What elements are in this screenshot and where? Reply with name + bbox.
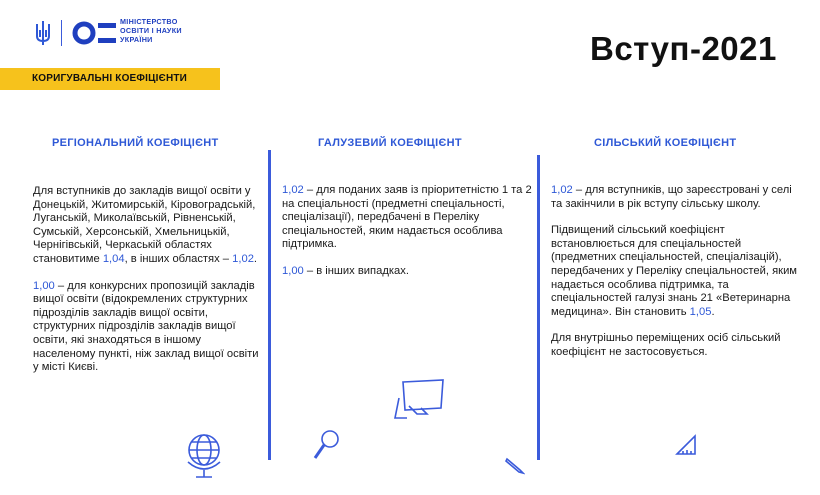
regional-paragraph-1: Для вступників до закладів вищої освіти у Донецькій, Житомирській, Кіровоградській, Луганській, Миколаївській, Рівненській, Сумській, Херсонській, Хмельницькій, Чернігівській, Черкаській областях становитиме 1,04, в інших областях – 1,02. bbox=[33, 185, 258, 265]
rural-coefficient-title: СІЛЬСЬКИЙ КОЕФІЦІЄНТ bbox=[594, 137, 737, 149]
ruler-triangle-icon bbox=[673, 432, 699, 458]
section-banner-label: КОРИГУВАЛЬНІ КОЕФІЦІЄНТИ bbox=[32, 73, 188, 84]
industry-coefficient-title: ГАЛУЗЕВИЙ КОЕФІЦІЄНТ bbox=[318, 137, 462, 149]
ministry-line: ОСВІТИ І НАУКИ bbox=[120, 26, 182, 35]
logo-separator bbox=[61, 20, 62, 46]
trident-icon bbox=[34, 20, 52, 46]
ministry-line: МІНІСТЕРСТВО bbox=[120, 17, 178, 26]
column-divider bbox=[268, 150, 271, 460]
rural-paragraph-2: Підвищений сільський коефіцієнт встановлюється для спеціальностей (предметних спеціальностей, спеціалізацій), передбачених у Переліку спеціальностей, яким надається особлива підтримка, та спеціальностей галузі знань 21 «Ветеринарна медицина». Він становить 1,05. bbox=[551, 224, 798, 318]
rural-paragraph-3: Для внутрішньо переміщених осіб сільський коефіцієнт не застосовується. bbox=[551, 332, 781, 358]
regional-coefficient-title: РЕГІОНАЛЬНИЙ КОЕФІЦІЄНТ bbox=[52, 137, 219, 149]
ministry-name bbox=[120, 17, 182, 44]
page-title: Вступ-2021 bbox=[590, 30, 777, 67]
rural-paragraph-1: 1,02 – для вступників, що зареєстровані у селі та закінчили в рік вступу сільську школу. bbox=[551, 184, 792, 210]
ministry-line: УКРАЇНИ bbox=[120, 35, 153, 44]
globe-icon bbox=[180, 428, 230, 480]
magnifier-icon bbox=[312, 428, 342, 462]
industry-paragraph-2: 1,00 – в інших випадках. bbox=[282, 264, 409, 277]
industry-coefficient-text bbox=[282, 184, 532, 279]
pencil-icon bbox=[505, 455, 525, 475]
monitor-icon bbox=[393, 378, 449, 420]
ministry-logo-icon bbox=[72, 21, 118, 45]
regional-coefficient-text bbox=[33, 185, 265, 375]
industry-paragraph-1: 1,02 – для поданих заяв із пріоритетністю 1 та 2 на спеціальності (предметні спеціальності, спеціалізації), передбачені в Переліку спеціальностей, яким надається особлива підтримка. bbox=[282, 184, 532, 251]
rural-coefficient-text bbox=[551, 184, 801, 360]
column-divider bbox=[537, 155, 540, 460]
regional-paragraph-2: 1,00 – для конкурсних пропозицій закладів вищої освіти (відокремлених структурних підрозділів закладів вищої освіти, структурних підрозділів закладів вищої освіти, які знаходяться в іншому населеному пункті, ніж заклад вищої освіти у місті Києві. bbox=[33, 279, 259, 374]
